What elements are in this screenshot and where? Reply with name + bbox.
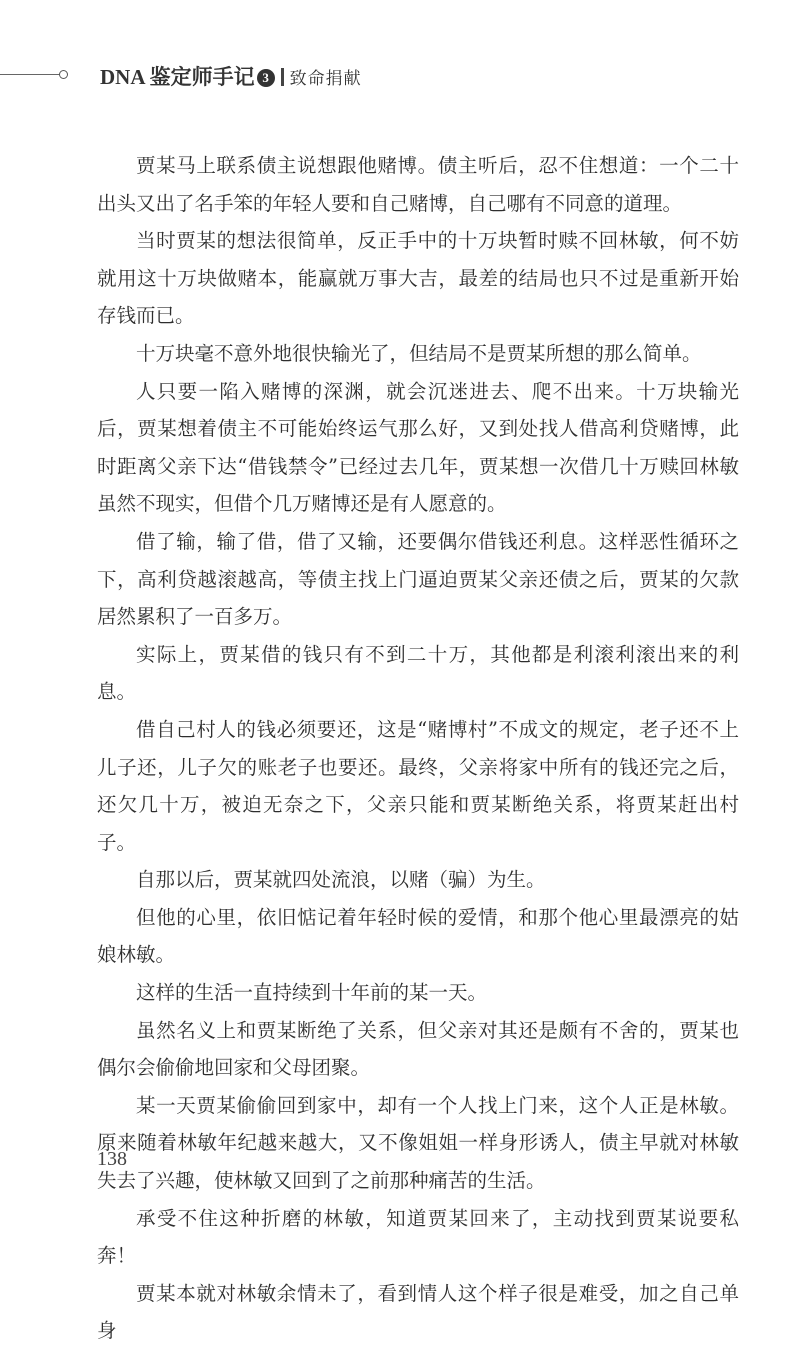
- paragraph: 承受不住这种折磨的林敏，知道贾某回来了，主动找到贾某说要私奔！: [97, 1206, 739, 1268]
- paragraph: 当时贾某的想法很简单，反正手中的十万块暂时赎不回林敏，何不妨就用这十万块做赌本，能赢就万事大吉，最差的结局也只不过是重新开始存钱而已。: [97, 229, 739, 328]
- header-rule: [0, 74, 60, 75]
- paragraph: 自那以后，贾某就四处流浪，以赌（骗）为生。: [136, 868, 546, 892]
- paragraph: 借自己村人的钱必须要还，这是“赌博村”不成文的规定，老子还不上儿子还，儿子欠的账老子也要还。最终，父亲将家中所有的钱还完之后，还欠几十万，被迫无奈之下，父亲只能和贾某断绝关系，将贾某赶出村子。: [97, 717, 739, 854]
- page-body: [97, 147, 739, 1350]
- paragraph: 人只要一陷入赌博的深渊，就会沉迷进去、爬不出来。十万块输光后，贾某想着债主不可能始终运气那么好，又到处找人借高利贷赌博，此时距离父亲下达“借钱禁令”已经过去几年，贾某想一次借几十万赎回林敏虽然不现实，但借个几万赌博还是有人愿意的。: [97, 379, 739, 516]
- paragraph: 某一天贾某偷偷回到家中，却有一个人找上门来，这个人正是林敏。原来随着林敏年纪越来越大，又不像姐姐一样身形诱人，债主早就对林敏失去了兴趣，使林敏又回到了之前那种痛苦的生活。: [97, 1093, 739, 1193]
- running-header: [0, 58, 800, 92]
- paragraph: 贾某本就对林敏余情未了，看到情人这个样子很是难受，加之自己单身: [97, 1281, 739, 1343]
- paragraph: 这样的生活一直持续到十年前的某一天。: [136, 981, 488, 1005]
- paragraph: 借了输，输了借，借了又输，还要偶尔借钱还利息。这样恶性循环之下，高利贷越滚越高，等债主找上门逼迫贾某父亲还债之后，贾某的欠款居然累积了一百多万。: [97, 529, 739, 629]
- paragraph: 但他的心里，依旧惦记着年轻时候的爱情，和那个他心里最漂亮的姑娘林敏。: [97, 905, 739, 967]
- volume-badge: 3: [257, 69, 275, 87]
- paragraph: 十万块毫不意外地很快输光了，但结局不是贾某所想的那么简单。: [136, 341, 702, 365]
- book-title: DNA 鉴定师手记: [100, 65, 255, 89]
- header-separator: [281, 68, 284, 86]
- page-number: 138: [97, 1148, 127, 1170]
- paragraph: 实际上，贾某借的钱只有不到二十万，其他都是利滚利滚出来的利息。: [97, 642, 739, 704]
- header-title: [100, 61, 362, 91]
- paragraph: 虽然名义上和贾某断绝了关系，但父亲对其还是颇有不舍的，贾某也偶尔会偷偷地回家和父母团聚。: [97, 1018, 739, 1080]
- book-subtitle: 致命捐献: [289, 69, 362, 88]
- header-circle-ornament: [59, 70, 68, 79]
- paragraph: 贾某马上联系债主说想跟他赌博。债主听后，忍不住想道：一个二十出头又出了名手笨的年轻人要和自己赌博，自己哪有不同意的道理。: [97, 154, 739, 215]
